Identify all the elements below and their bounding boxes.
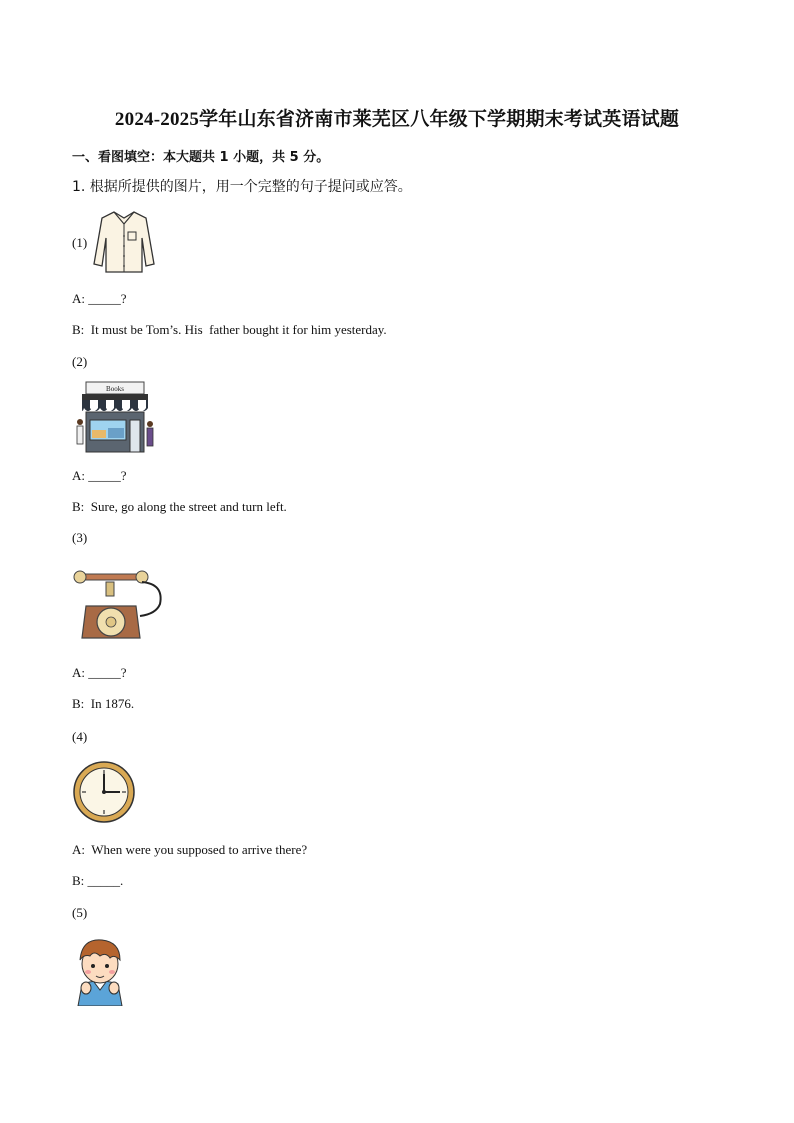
shirt-icon [92, 208, 156, 279]
exam-title: 2024-2025学年山东省济南市莱芜区八年级下学期期末考试英语试题 [114, 109, 680, 130]
item-3-answer-b: B: In 1876. [72, 696, 135, 711]
item-1-question-a: A: _____? [72, 291, 127, 306]
boy-icon [72, 936, 128, 1011]
bookstore-sign: Books [106, 385, 124, 393]
question-instruction: 1. 根据所提供的图片，用一个完整的句子提问或应答。 [72, 179, 412, 195]
item-2-number: (2) [72, 354, 88, 369]
section-heading: 一、看图填空：本大题共 1 小题，共 5 分。 [72, 150, 330, 165]
item-1-answer-b: B: It must be Tom’s. His father bought it for him yesterday. [72, 322, 387, 337]
item-4-number: (4) [72, 729, 88, 744]
item-4-question-a: A: When were you supposed to arrive there? [72, 842, 308, 857]
clock-icon [72, 760, 136, 829]
item-3-number: (3) [72, 530, 88, 545]
item-2-answer-b: B: Sure, go along the street and turn left. [72, 499, 287, 514]
item-5-number: (5) [72, 905, 88, 920]
telephone-icon [72, 566, 164, 647]
item-3-question-a: A: _____? [72, 665, 127, 680]
item-2-question-a: A: _____? [72, 468, 127, 483]
bookstore-icon [74, 380, 156, 461]
item-4-answer-b: B: _____. [72, 873, 124, 888]
item-1-number: (1) [72, 235, 88, 250]
